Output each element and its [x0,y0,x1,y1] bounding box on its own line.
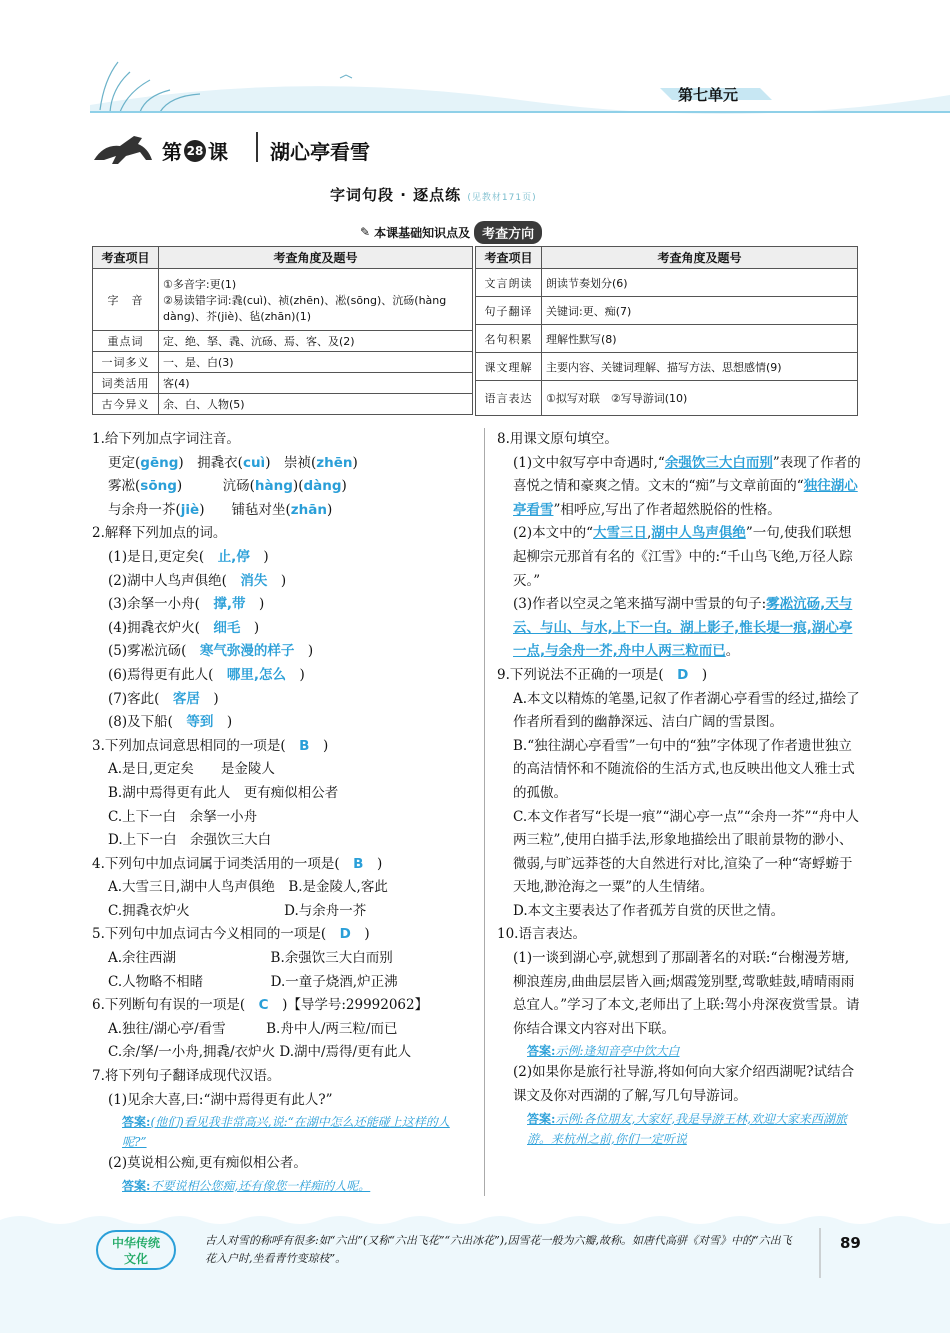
lesson-number: 第 28 课 [162,140,228,164]
q10-answer2: 答案:示例:各位朋友,大家好,我是导游王林,欢迎大家来西湖旅游。来杭州之前,你们一定听说 [527,1111,847,1146]
section-title: 字词句段 · 逐点练 (见教材171页) [330,186,537,204]
q2-item: (3)余拏一小舟( 撑,带 ) [108,596,265,613]
right-column [497,428,861,1149]
q3-option: A.是日,更定矣 是金陵人 [108,761,275,778]
knowledge-table-left: 考查项目 考查角度及题号 字 音 ①多音字:更(1) ②易读错字词:毳(cuì)、祯(zhēn)、凇(sōng)、沆砀(hàng dàng)、芥(jiè)、毡(zhān)(1) 重点词 定、绝、拏、毳、沆砀、焉、客、及(2) 一词多义 一、是、白(3) 词类活用 客(4) 古今异义 余、白、人物(5) [92,246,473,415]
q2-item: (8)及下船( 等到 ) [108,714,233,731]
knowledge-points-title: ✎ 本课基础知识点及 考查方向 [360,220,542,244]
q2-item: (7)客此( 客居 ) [108,690,219,707]
q9-stem: 9.下列说法不正确的一项是( D ) [497,666,708,683]
header-decoration [0,0,950,135]
q2-item: (6)焉得更有此人( 哪里,怎么 ) [108,666,305,683]
q2-item: (1)是日,更定矣( 止,停 ) [108,548,269,565]
q10-sub1: (1)一谈到湖心亭,就想到了那副著名的对联:“台榭漫芳塘,柳浪莲房,曲曲层层皆入画;烟霞笼别墅,莺歌蛙鼓,晴晴雨雨总宜人。”学习了本文,老师出了上联:驾小舟深夜赏雪景。请你结合课文内容对出下联。 [513,950,860,1037]
lesson-divider [256,132,258,162]
q8-stem: 8.用课文原句填空。 [497,431,618,447]
q7-answer2: 答案:不要说相公您痴,还有像您一样痴的人呢。 [122,1178,371,1193]
lesson-header [90,126,410,170]
q6-stem: 6.下列断句有误的一项是( C )【导学号:29992062】 [92,997,429,1014]
q6-option: C.余/拏/一小舟,拥毳/衣炉火 D.湖中/焉得/更有此人 [108,1044,412,1061]
q7-answer1: 答案:(他们)看见我非常高兴,说:“在湖中怎么还能碰上这样的人呢?” [122,1115,450,1150]
q1-line3: 与余舟一芥(jiè) 铺毡对坐(zhān) [108,501,333,518]
q5-option: C.人物略不相睹 D.一童子烧酒,炉正沸 [108,973,398,990]
q10-stem: 10.语言表达。 [497,926,586,943]
q9-option: C.本文作者写“长堤一痕”“湖心亭一点”“余舟一芥”“舟中人两三粒”,使用白描手法,形象地描绘出了眼前景物的渺小、微弱,与旷远莽苍的大自然进行对比,渲染了一种“寄蜉蝣于天地,渺沧海之一粟”的人生情绪。 [513,808,859,896]
q2-stem: 2.解释下列加点的词。 [92,525,227,542]
book-icon: ✎ [360,225,371,239]
column-divider [484,428,485,1196]
culture-badge: 中华传统 文化 [96,1230,176,1270]
q7-sentence2: (2)莫说相公痴,更有痴似相公者。 [108,1155,307,1172]
page-number: 89 [840,1234,861,1252]
q3-option: B.湖中焉得更有此人 更有痴似相公者 [108,784,339,801]
q2-item: (2)湖中人鸟声俱绝( 消失 ) [108,572,287,589]
footer-note: 古人对雪的称呼有很多:如“六出”(又称“六出飞花”“六出冰花”),因雪花一般为六瓣,故称。如唐代高骈《对雪》中的“六出飞花入户时,坐看青竹变琼枝”。 [205,1234,792,1265]
q2-item: (5)雾凇沆砀( 寒气弥漫的样子 ) [108,643,314,660]
q1-line1: 更定(gēng) 拥毳衣(cuì) 崇祯(zhēn) [108,454,358,471]
q9-option: D.本文主要表达了作者孤芳自赏的厌世之情。 [513,902,785,919]
q7-stem: 7.将下列句子翻译成现代汉语。 [92,1068,281,1085]
q4-option: C.拥毳衣炉火 D.与余舟一芥 [108,902,367,919]
q5-stem: 5.下列句中加点词古今义相同的一项是( D ) [92,926,370,943]
q8-part1: (1)文中叙写亭中奇遇时,“余强饮三大白而别”表现了作者的喜悦之情和豪爽之情。文末的“痴”与文章前面的“独往湖心亭看雪”相呼应,写出了作者超然脱俗的性格。 [513,454,861,518]
q1-stem: 1.给下列加点字词注音。 [92,431,240,447]
q5-option: A.余往西湖 B.余强饮三大白而别 [108,950,393,967]
q8-part3: (3)作者以空灵之笔来描写湖中雪景的句子:雾凇沆砀,天与云、与山、与水,上下一白。湖上影子,惟长堤一痕,湖心亭一点,与余舟一芥,舟中人两三粒而已。 [513,596,853,660]
left-column [92,428,468,1196]
q6-option: A.独往/湖心亭/看雪 B.舟中人/两三粒/而已 [108,1020,398,1037]
q3-option: D.上下一白 余强饮三大白 [108,832,272,849]
q4-option: A.大雪三日,湖中人鸟声俱绝 B.是金陵人,客此 [108,879,388,896]
q8-part2: (2)本文中的“大雪三日,湖中人鸟声俱绝”一句,使我们联想起柳宗元那首有名的《江雪》中的:“千山鸟飞绝,万径人踪灭。” [513,525,853,589]
q3-stem: 3.下列加点词意思相同的一项是( B ) [92,737,329,754]
q10-sub2: (2)如果你是旅行社导游,将如何向大家介绍西湖呢?试结合课文及你对西湖的了解,写几句导游词。 [513,1064,855,1105]
q9-option: A.本文以精炼的笔墨,记叙了作者湖心亭看雪的经过,描绘了作者所看到的幽静深远、洁白广阔的雪景图。 [513,690,860,731]
q7-sentence1: (1)见余大喜,曰:“湖中焉得更有此人?” [108,1091,333,1108]
q10-answer1: 答案:示例:逢知音亭中饮大白 [527,1044,680,1059]
knowledge-table-right: 考查项目 考查角度及题号 文言朗读 朗读节奏划分(6) 句子翻译 关键词:更、痴(7) 名句积累 理解性默写(8) 课文理解 主要内容、关键词理解、描写方法、思想感情(9) 语言表达 ①拟写对联 ②写导游词(10) [475,246,858,416]
q4-stem: 4.下列句中加点词属于词类活用的一项是( B ) [92,855,383,872]
horse-icon [90,126,162,170]
q1-line2: 雾凇(sōng) 沆砀(hàng)(dàng) [108,478,347,495]
q3-option: C.上下一白 余拏一小舟 [108,808,258,825]
q2-item: (4)拥毳衣炉火( 细毛 ) [108,619,260,636]
q9-option: B.“独往湖心亭看雪”一句中的“独”字体现了作者遗世独立的高洁情怀和不随流俗的生活方式,也反映出他文人雅士式的孤傲。 [513,737,855,801]
lesson-title: 湖心亭看雪 [270,140,370,164]
unit-label: 第七单元 [678,86,739,104]
